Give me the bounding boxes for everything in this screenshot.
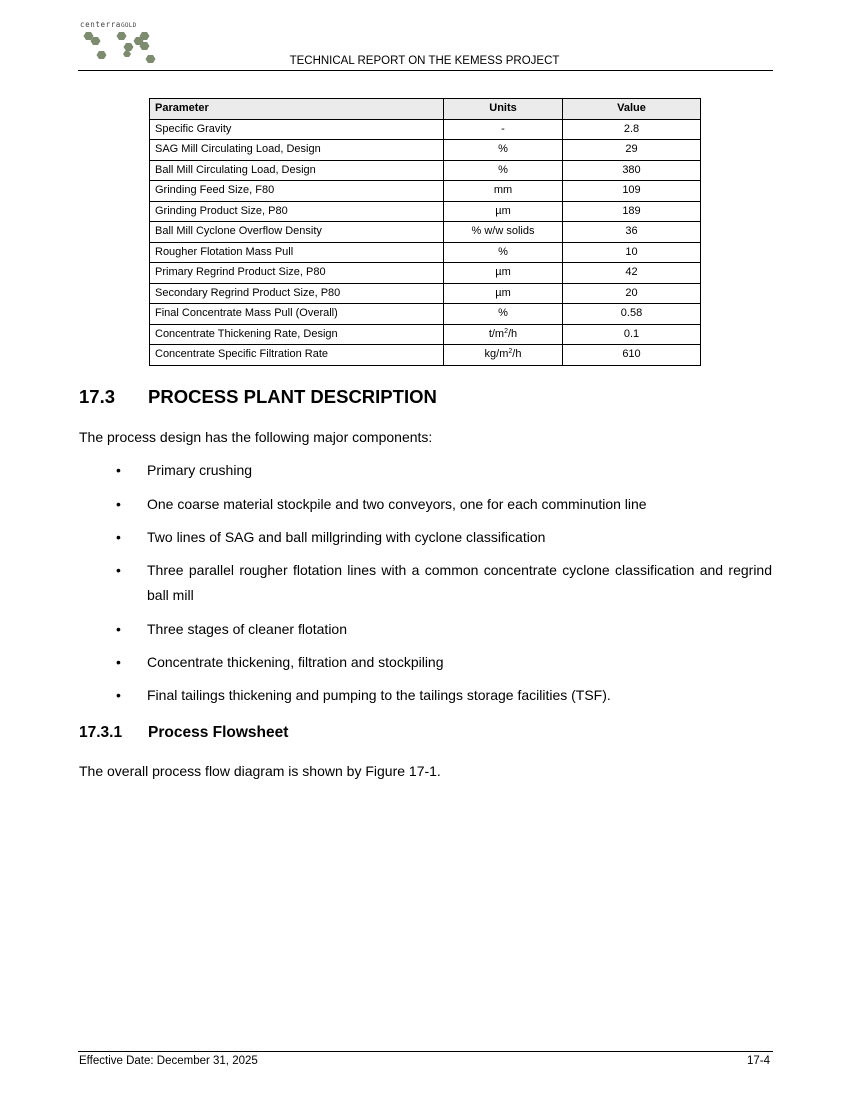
value-cell: 0.58 [563,304,701,325]
subsection-heading [79,724,288,742]
column-header-parameter: Parameter [150,99,444,120]
parameter-cell: Ball Mill Circulating Load, Design [150,160,444,181]
logo-wordmark: centerraGOLD [80,20,137,29]
table-row [150,324,701,345]
flowsheet-paragraph: The overall process flow diagram is shown by Figure 17-1. [79,763,441,779]
table-row [150,304,701,325]
section-title: PROCESS PLANT DESCRIPTION [148,386,437,407]
value-cell: 610 [563,345,701,366]
units-cell: % w/w solids [444,222,563,243]
table-row [150,242,701,263]
table-row [150,160,701,181]
parameter-cell: Grinding Feed Size, F80 [150,181,444,202]
column-header-value: Value [563,99,701,120]
units-cell: % [444,242,563,263]
units-cell: mm [444,181,563,202]
units-cell: µm [444,201,563,222]
subsection-title: Process Flowsheet [148,724,289,741]
units-cell: µm [444,263,563,284]
parameter-cell: Ball Mill Cyclone Overflow Density [150,222,444,243]
table-row [150,140,701,161]
effective-date: Effective Date: December 31, 2025 [79,1055,258,1067]
section-number: 17.3 [79,386,116,407]
section-intro: The process design has the following major components: [79,429,433,445]
bullet-icon: • [116,462,121,478]
parameter-cell: SAG Mill Circulating Load, Design [150,140,444,161]
table-header-row [150,99,701,120]
value-cell: 380 [563,160,701,181]
table-row [150,283,701,304]
value-cell: 0.1 [563,324,701,345]
parameter-cell: Grinding Product Size, P80 [150,201,444,222]
bullet-icon: • [116,687,121,703]
units-cell: % [444,160,563,181]
units-cell: % [444,140,563,161]
units-cell: $t/m^2/h$ [444,324,563,345]
column-header-units: Units [444,99,563,120]
parameter-cell: Concentrate Thickening Rate, Design [150,324,444,345]
parameter-cell: Concentrate Specific Filtration Rate [150,345,444,366]
value-cell: 36 [563,222,701,243]
units-cell: µm [444,283,563,304]
value-cell: 189 [563,201,701,222]
value-cell: 29 [563,140,701,161]
table-row [150,201,701,222]
parameter-cell: Final Concentrate Mass Pull (Overall) [150,304,444,325]
value-cell: 10 [563,242,701,263]
units-cell: $kg/m^2/h$ [444,345,563,366]
table-row [150,222,701,243]
process-parameters-table [149,98,701,366]
bullet-icon: • [116,529,121,545]
parameter-cell: Specific Gravity [150,119,444,140]
footer-divider [78,1051,773,1052]
parameter-cell: Primary Regrind Product Size, P80 [150,263,444,284]
bullet-icon: • [116,562,121,578]
table-row [150,345,701,366]
value-cell: 42 [563,263,701,284]
report-title: TECHNICAL REPORT ON THE KEMESS PROJECT [289,55,560,67]
table-row [150,181,701,202]
header-divider [78,70,773,71]
value-cell: 2.8 [563,119,701,140]
bullet-icon: • [116,621,121,637]
units-cell: % [444,304,563,325]
units-cell: - [444,119,563,140]
value-cell: 109 [563,181,701,202]
value-cell: 20 [563,283,701,304]
subsection-number: 17.3.1 [79,724,123,741]
parameter-cell: Secondary Regrind Product Size, P80 [150,283,444,304]
table-row [150,119,701,140]
page-number: 17-4 [746,1055,770,1067]
parameter-cell: Rougher Flotation Mass Pull [150,242,444,263]
bullet-icon: • [116,496,121,512]
bullet-icon: • [116,654,121,670]
table-row [150,263,701,284]
section-heading [79,386,437,408]
